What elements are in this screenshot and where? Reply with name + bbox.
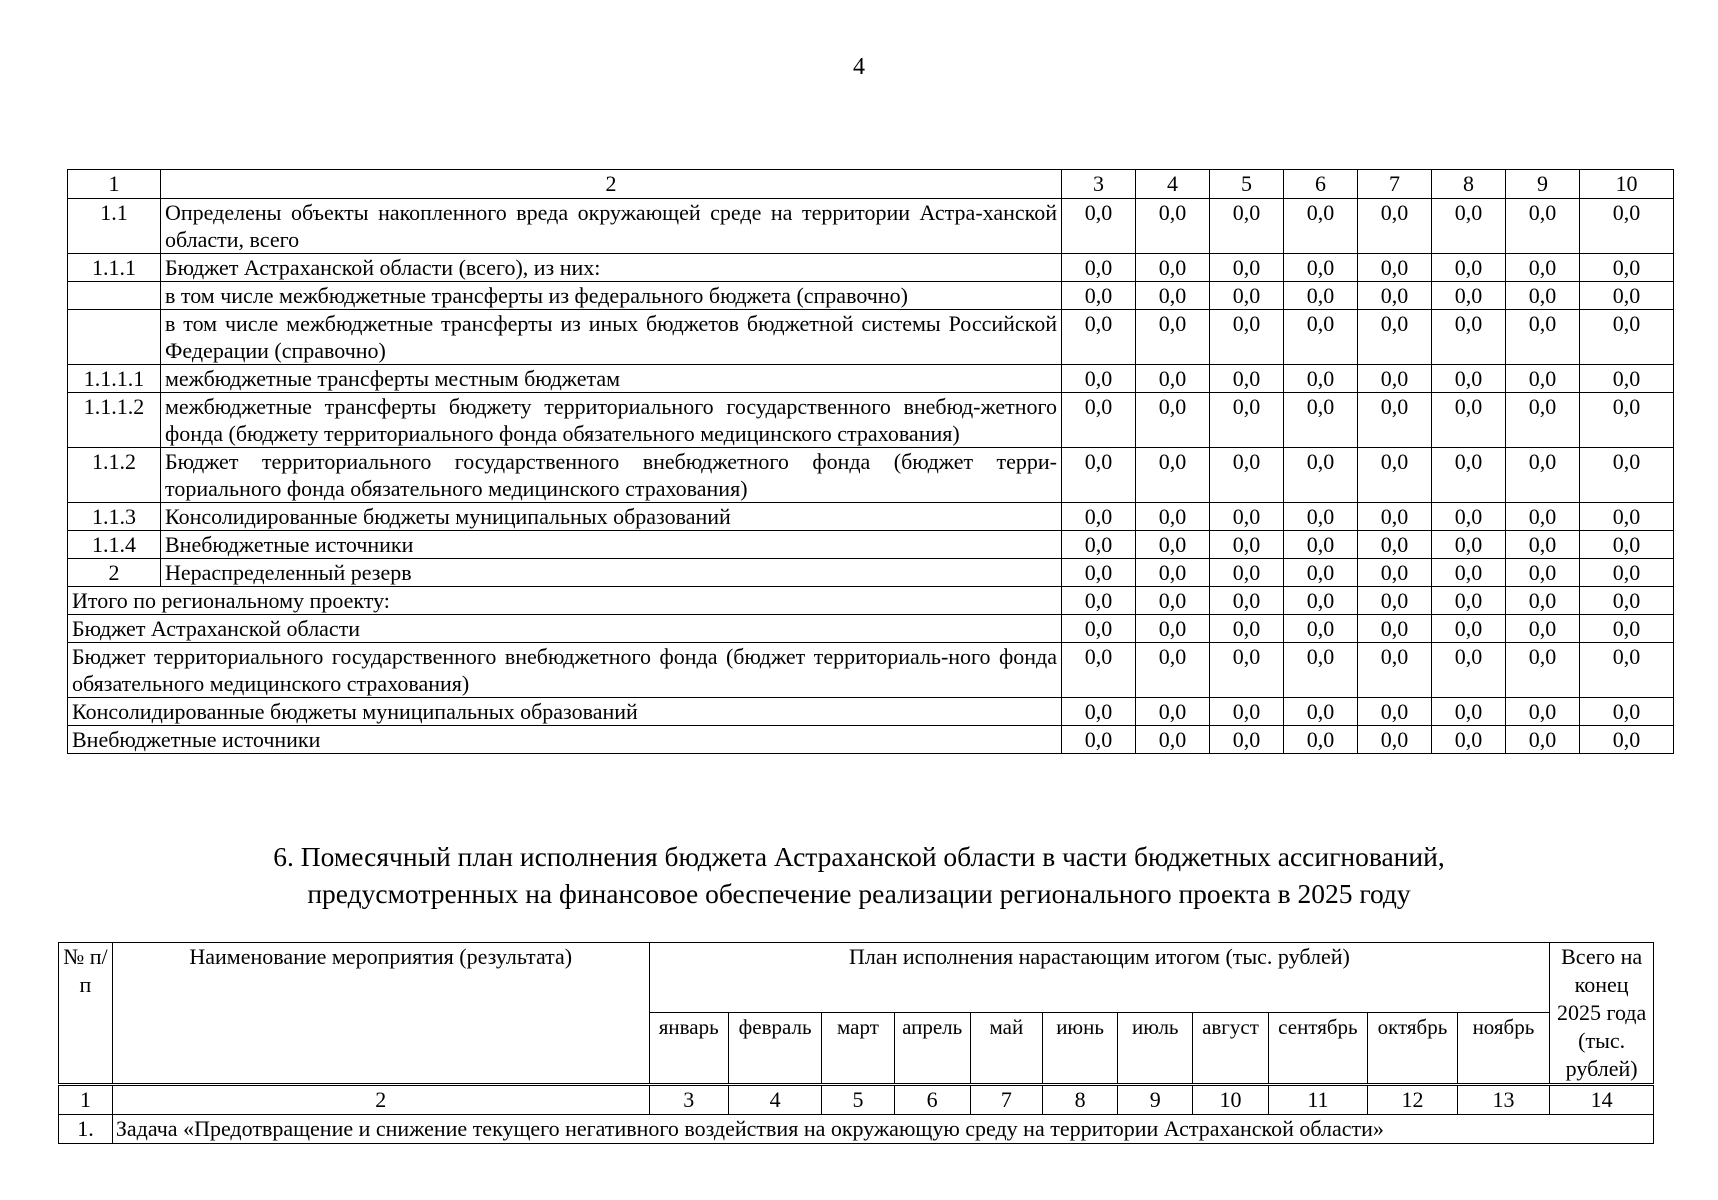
row-name: Бюджет территориального государственного внебюджетного фонда (бюджет терри-ториального фонда обязательного медицинского страхования) xyxy=(161,448,1062,503)
total-value: 0,0 xyxy=(1284,615,1358,643)
row-value: 0,0 xyxy=(1432,503,1506,531)
total-value: 0,0 xyxy=(1210,726,1284,754)
total-value: 0,0 xyxy=(1580,643,1674,698)
row-number: 1.1.4 xyxy=(68,531,161,559)
table-row xyxy=(68,531,1674,559)
total-value: 0,0 xyxy=(1062,587,1136,615)
month-header: октябрь xyxy=(1368,1012,1457,1084)
monthly-plan-header-row xyxy=(59,943,1654,1013)
task-text: Задача «Предотвращение и снижение текущего негативного воздействия на окружающую среду на территории Астраханской области» xyxy=(112,1115,1653,1144)
month-header: июнь xyxy=(1042,1012,1117,1084)
row-value: 0,0 xyxy=(1358,531,1432,559)
row-value: 0,0 xyxy=(1210,199,1284,254)
total-value: 0,0 xyxy=(1432,587,1506,615)
row-value: 0,0 xyxy=(1136,393,1210,448)
row-value: 0,0 xyxy=(1284,393,1358,448)
row-value: 0,0 xyxy=(1432,393,1506,448)
row-value: 0,0 xyxy=(1506,365,1580,393)
total-value: 0,0 xyxy=(1580,698,1674,726)
total-value: 0,0 xyxy=(1432,615,1506,643)
row-number xyxy=(68,282,161,310)
row-value: 0,0 xyxy=(1580,282,1674,310)
row-value: 0,0 xyxy=(1062,254,1136,282)
row-value: 0,0 xyxy=(1580,254,1674,282)
row-value: 0,0 xyxy=(1210,448,1284,503)
header-num: № п/п xyxy=(59,943,113,1085)
row-name: Внебюджетные источники xyxy=(161,531,1062,559)
column-number: 6 xyxy=(1284,170,1358,199)
row-value: 0,0 xyxy=(1506,559,1580,587)
row-value: 0,0 xyxy=(1284,365,1358,393)
row-value: 0,0 xyxy=(1284,503,1358,531)
column-number: 8 xyxy=(1042,1085,1117,1115)
total-value: 0,0 xyxy=(1506,726,1580,754)
total-value: 0,0 xyxy=(1136,726,1210,754)
total-row xyxy=(68,643,1674,698)
total-row xyxy=(68,698,1674,726)
row-value: 0,0 xyxy=(1210,365,1284,393)
row-value: 0,0 xyxy=(1136,559,1210,587)
column-number: 1 xyxy=(59,1085,113,1115)
total-value: 0,0 xyxy=(1210,615,1284,643)
row-value: 0,0 xyxy=(1358,503,1432,531)
row-value: 0,0 xyxy=(1580,393,1674,448)
total-value: 0,0 xyxy=(1580,615,1674,643)
row-value: 0,0 xyxy=(1432,448,1506,503)
row-value: 0,0 xyxy=(1062,282,1136,310)
total-value: 0,0 xyxy=(1136,643,1210,698)
row-number: 1.1.1 xyxy=(68,254,161,282)
column-number: 3 xyxy=(1062,170,1136,199)
row-value: 0,0 xyxy=(1506,282,1580,310)
row-value: 0,0 xyxy=(1136,448,1210,503)
row-number: 2 xyxy=(68,559,161,587)
total-value: 0,0 xyxy=(1062,643,1136,698)
column-number: 10 xyxy=(1580,170,1674,199)
row-value: 0,0 xyxy=(1136,282,1210,310)
total-value: 0,0 xyxy=(1284,726,1358,754)
total-value: 0,0 xyxy=(1432,726,1506,754)
row-name: в том числе межбюджетные трансферты из федерального бюджета (справочно) xyxy=(161,282,1062,310)
month-header: июль xyxy=(1118,1012,1193,1084)
column-number: 12 xyxy=(1368,1085,1457,1115)
row-name: межбюджетные трансферты бюджету территориального государственного внебюд-жетного фонда (бюджету территориального фонда обязательного медицинского страхования) xyxy=(161,393,1062,448)
row-value: 0,0 xyxy=(1062,559,1136,587)
total-value: 0,0 xyxy=(1358,643,1432,698)
row-value: 0,0 xyxy=(1432,559,1506,587)
column-number: 13 xyxy=(1457,1085,1550,1115)
section-6-title xyxy=(0,838,1718,912)
total-value: 0,0 xyxy=(1506,698,1580,726)
header-total: Всего на конец 2025 года (тыс. рублей) xyxy=(1550,943,1654,1085)
page-number: 4 xyxy=(853,54,865,80)
budget-table xyxy=(67,169,1674,754)
monthly-plan-table xyxy=(58,942,1654,1144)
task-num: 1. xyxy=(59,1115,113,1144)
total-name: Внебюджетные источники xyxy=(68,726,1062,754)
month-header: март xyxy=(822,1012,894,1084)
row-value: 0,0 xyxy=(1284,448,1358,503)
row-number: 1.1.1.1 xyxy=(68,365,161,393)
budget-table-header-row xyxy=(68,170,1674,199)
row-value: 0,0 xyxy=(1358,310,1432,365)
row-name: в том числе межбюджетные трансферты из иных бюджетов бюджетной системы Российской Федерации (справочно) xyxy=(161,310,1062,365)
row-value: 0,0 xyxy=(1506,448,1580,503)
column-number: 11 xyxy=(1268,1085,1368,1115)
column-number: 9 xyxy=(1506,170,1580,199)
month-header: январь xyxy=(649,1012,728,1084)
row-value: 0,0 xyxy=(1062,199,1136,254)
row-number xyxy=(68,310,161,365)
total-value: 0,0 xyxy=(1062,726,1136,754)
total-value: 0,0 xyxy=(1432,643,1506,698)
row-value: 0,0 xyxy=(1432,531,1506,559)
total-value: 0,0 xyxy=(1210,587,1284,615)
total-row xyxy=(68,587,1674,615)
row-name: Консолидированные бюджеты муниципальных образований xyxy=(161,503,1062,531)
table-row xyxy=(68,503,1674,531)
total-value: 0,0 xyxy=(1062,698,1136,726)
month-header: сентябрь xyxy=(1268,1012,1368,1084)
month-header: февраль xyxy=(728,1012,822,1084)
row-value: 0,0 xyxy=(1580,199,1674,254)
column-number: 10 xyxy=(1193,1085,1268,1115)
total-row xyxy=(68,615,1674,643)
table-row xyxy=(68,199,1674,254)
row-value: 0,0 xyxy=(1062,393,1136,448)
row-value: 0,0 xyxy=(1358,393,1432,448)
total-value: 0,0 xyxy=(1136,587,1210,615)
table-row xyxy=(68,393,1674,448)
row-value: 0,0 xyxy=(1284,199,1358,254)
row-value: 0,0 xyxy=(1136,503,1210,531)
row-value: 0,0 xyxy=(1284,531,1358,559)
monthly-plan-task-row xyxy=(59,1115,1654,1144)
row-value: 0,0 xyxy=(1358,559,1432,587)
total-value: 0,0 xyxy=(1284,643,1358,698)
row-value: 0,0 xyxy=(1432,310,1506,365)
month-header: ноябрь xyxy=(1457,1012,1550,1084)
row-value: 0,0 xyxy=(1580,310,1674,365)
row-value: 0,0 xyxy=(1210,254,1284,282)
column-number: 7 xyxy=(1358,170,1432,199)
row-value: 0,0 xyxy=(1210,393,1284,448)
row-number: 1.1.1.2 xyxy=(68,393,161,448)
row-value: 0,0 xyxy=(1284,282,1358,310)
month-header: апрель xyxy=(894,1012,970,1084)
table-row xyxy=(68,310,1674,365)
table-row xyxy=(68,365,1674,393)
row-value: 0,0 xyxy=(1580,503,1674,531)
column-number: 5 xyxy=(822,1085,894,1115)
row-value: 0,0 xyxy=(1358,282,1432,310)
column-number: 2 xyxy=(112,1085,649,1115)
total-value: 0,0 xyxy=(1136,615,1210,643)
row-name: межбюджетные трансферты местным бюджетам xyxy=(161,365,1062,393)
row-number: 1.1.3 xyxy=(68,503,161,531)
section-6-title-line2: предусмотренных на финансовое обеспечение реализации регионального проекта в 2025 году xyxy=(307,878,1411,909)
row-value: 0,0 xyxy=(1136,365,1210,393)
header-plan: План исполнения нарастающим итогом (тыс. рублей) xyxy=(649,943,1550,1013)
row-value: 0,0 xyxy=(1580,365,1674,393)
row-value: 0,0 xyxy=(1210,310,1284,365)
total-value: 0,0 xyxy=(1506,615,1580,643)
column-number: 14 xyxy=(1550,1085,1654,1115)
total-row xyxy=(68,726,1674,754)
total-name: Консолидированные бюджеты муниципальных образований xyxy=(68,698,1062,726)
column-number: 9 xyxy=(1118,1085,1193,1115)
row-value: 0,0 xyxy=(1358,448,1432,503)
row-value: 0,0 xyxy=(1210,531,1284,559)
table-row xyxy=(68,448,1674,503)
row-value: 0,0 xyxy=(1506,310,1580,365)
row-value: 0,0 xyxy=(1506,199,1580,254)
row-value: 0,0 xyxy=(1358,365,1432,393)
total-value: 0,0 xyxy=(1506,643,1580,698)
table-row xyxy=(68,282,1674,310)
row-value: 0,0 xyxy=(1432,254,1506,282)
month-header: май xyxy=(970,1012,1042,1084)
row-name: Нераспределенный резерв xyxy=(161,559,1062,587)
row-value: 0,0 xyxy=(1580,448,1674,503)
row-value: 0,0 xyxy=(1136,254,1210,282)
total-value: 0,0 xyxy=(1284,587,1358,615)
total-value: 0,0 xyxy=(1358,726,1432,754)
row-value: 0,0 xyxy=(1358,199,1432,254)
row-value: 0,0 xyxy=(1062,531,1136,559)
row-value: 0,0 xyxy=(1506,254,1580,282)
row-value: 0,0 xyxy=(1432,365,1506,393)
total-value: 0,0 xyxy=(1284,698,1358,726)
column-number: 7 xyxy=(970,1085,1042,1115)
row-value: 0,0 xyxy=(1580,531,1674,559)
section-6-title-line1: 6. Помесячный план исполнения бюджета Астраханской области в части бюджетных ассигнований, xyxy=(273,841,1445,872)
total-value: 0,0 xyxy=(1210,643,1284,698)
row-value: 0,0 xyxy=(1136,531,1210,559)
month-header: август xyxy=(1193,1012,1268,1084)
row-value: 0,0 xyxy=(1506,393,1580,448)
table-row xyxy=(68,254,1674,282)
row-value: 0,0 xyxy=(1580,559,1674,587)
header-name: Наименование мероприятия (результата) xyxy=(112,943,649,1085)
row-value: 0,0 xyxy=(1210,282,1284,310)
row-name: Бюджет Астраханской области (всего), из них: xyxy=(161,254,1062,282)
total-value: 0,0 xyxy=(1136,698,1210,726)
row-value: 0,0 xyxy=(1358,254,1432,282)
row-value: 0,0 xyxy=(1062,503,1136,531)
column-number: 5 xyxy=(1210,170,1284,199)
column-number: 8 xyxy=(1432,170,1506,199)
monthly-plan-column-numbers xyxy=(59,1085,1654,1115)
total-value: 0,0 xyxy=(1506,587,1580,615)
row-value: 0,0 xyxy=(1062,448,1136,503)
row-value: 0,0 xyxy=(1284,559,1358,587)
row-number: 1.1.2 xyxy=(68,448,161,503)
table-row xyxy=(68,559,1674,587)
column-number: 4 xyxy=(1136,170,1210,199)
column-number: 1 xyxy=(68,170,161,199)
total-value: 0,0 xyxy=(1432,698,1506,726)
row-value: 0,0 xyxy=(1284,254,1358,282)
row-value: 0,0 xyxy=(1284,310,1358,365)
total-value: 0,0 xyxy=(1210,698,1284,726)
total-name: Бюджет Астраханской области xyxy=(68,615,1062,643)
total-value: 0,0 xyxy=(1358,587,1432,615)
row-value: 0,0 xyxy=(1136,310,1210,365)
total-value: 0,0 xyxy=(1062,615,1136,643)
row-value: 0,0 xyxy=(1210,503,1284,531)
row-name: Определены объекты накопленного вреда окружающей среде на территории Астра-ханской области, всего xyxy=(161,199,1062,254)
total-value: 0,0 xyxy=(1358,698,1432,726)
total-value: 0,0 xyxy=(1358,615,1432,643)
row-number: 1.1 xyxy=(68,199,161,254)
row-value: 0,0 xyxy=(1062,365,1136,393)
row-value: 0,0 xyxy=(1210,559,1284,587)
row-value: 0,0 xyxy=(1432,199,1506,254)
row-value: 0,0 xyxy=(1506,503,1580,531)
row-value: 0,0 xyxy=(1432,282,1506,310)
column-number: 6 xyxy=(894,1085,970,1115)
column-number: 3 xyxy=(649,1085,728,1115)
column-number: 2 xyxy=(161,170,1062,199)
column-number: 4 xyxy=(728,1085,822,1115)
total-value: 0,0 xyxy=(1580,587,1674,615)
total-name: Итого по региональному проекту: xyxy=(68,587,1062,615)
row-value: 0,0 xyxy=(1506,531,1580,559)
row-value: 0,0 xyxy=(1136,199,1210,254)
total-value: 0,0 xyxy=(1580,726,1674,754)
row-value: 0,0 xyxy=(1062,310,1136,365)
total-name: Бюджет территориального государственного внебюджетного фонда (бюджет территориаль-ного фонда обязательного медицинского страхования) xyxy=(68,643,1062,698)
